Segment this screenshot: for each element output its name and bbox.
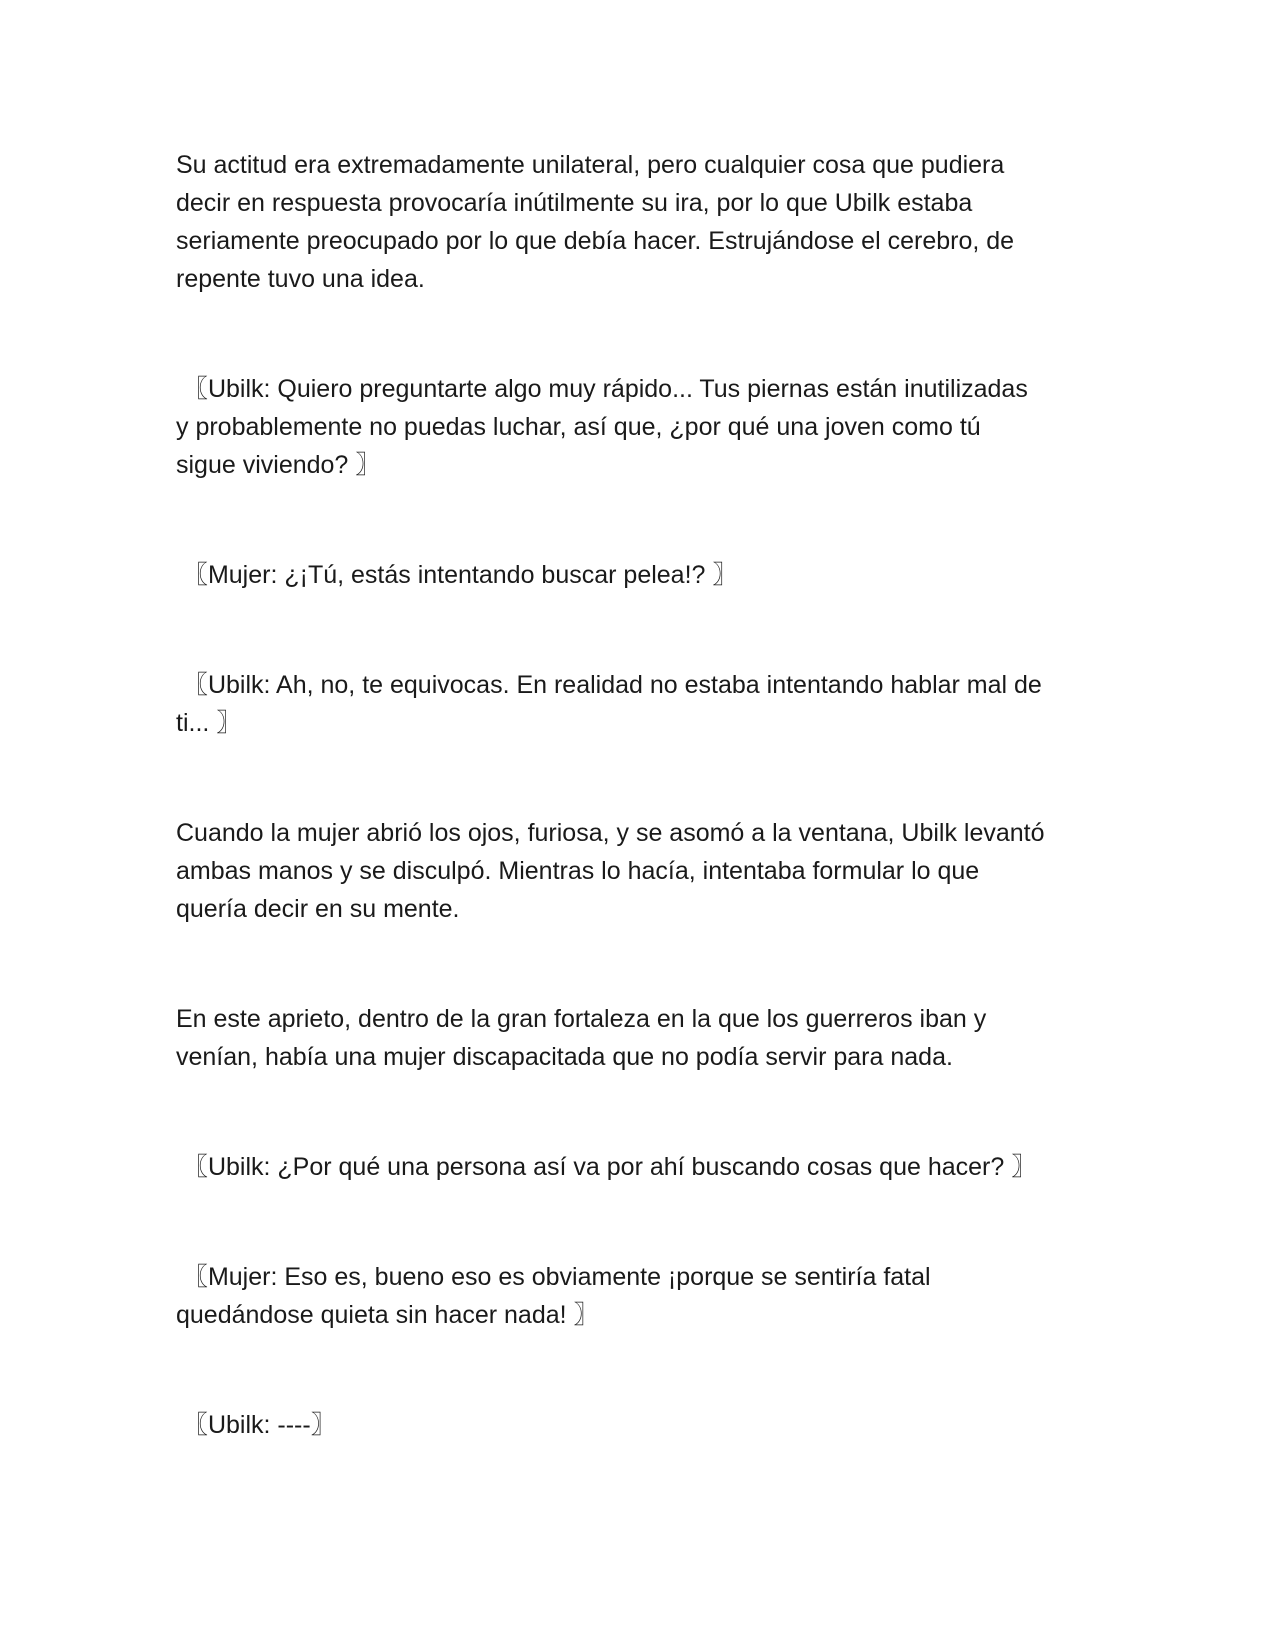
dialogue-line: y probablemente no puedas luchar, así que, ¿por qué una joven como tú [176, 413, 981, 441]
paragraph-line: ambas manos y se disculpó. Mientras lo hacía, intentaba formular lo que [176, 857, 980, 885]
dialogue-line: 〖Mujer: Eso es, bueno eso es obviamente ¡porque se sentiría fatal [176, 1263, 931, 1291]
dialogue-line: ti... 〗 [176, 709, 242, 737]
dialogue-line: quedándose quieta sin hacer nada! 〗 [176, 1301, 599, 1329]
paragraph-line: venían, había una mujer discapacitada que no podía servir para nada. [176, 1043, 953, 1071]
paragraph-line: decir en respuesta provocaría inútilmente su ira, por lo que Ubilk estaba [176, 189, 973, 217]
dialogue-line: 〖Mujer: ¿¡Tú, estás intentando buscar pelea!? 〗 [176, 561, 738, 589]
dialogue-line: 〖Ubilk: ----〗 [176, 1411, 336, 1439]
dialogue-line: sigue viviendo? 〗 [176, 451, 381, 479]
paragraph-line: seriamente preocupado por lo que debía hacer. Estrujándose el cerebro, de [176, 227, 1015, 255]
dialogue-line: 〖Ubilk: Ah, no, te equivocas. En realidad no estaba intentando hablar mal de [176, 671, 1042, 699]
paragraph-line: repente tuvo una idea. [176, 265, 425, 293]
dialogue-line: 〖Ubilk: ¿Por qué una persona así va por ahí buscando cosas que hacer? 〗 [176, 1153, 1037, 1181]
paragraph-line: En este aprieto, dentro de la gran fortaleza en la que los guerreros iban y [176, 1005, 987, 1033]
paragraph-line: Su actitud era extremadamente unilateral, pero cualquier cosa que pudiera [176, 151, 1005, 179]
dialogue-line: 〖Ubilk: Quiero preguntarte algo muy rápido... Tus piernas están inutilizadas [176, 375, 1028, 403]
paragraph-line: quería decir en su mente. [176, 895, 460, 923]
paragraph-line: Cuando la mujer abrió los ojos, furiosa, y se asomó a la ventana, Ubilk levantó [176, 819, 1045, 847]
